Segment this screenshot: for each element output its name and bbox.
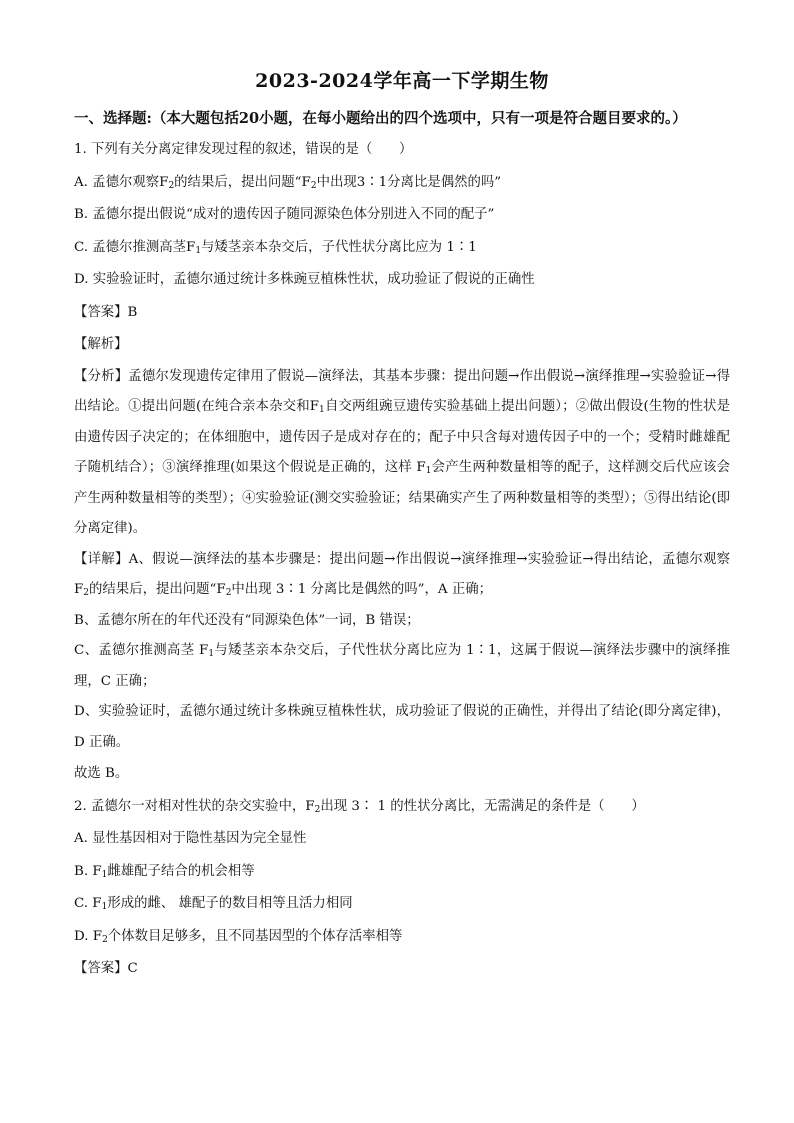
q2-d-text-1: D. F	[74, 928, 103, 944]
option-a-text-2: 的结果后，提出问题“F	[174, 174, 311, 190]
option-c-text-2: 与矮茎亲本杂交后，子代性状分离比应为 1∶1	[201, 239, 477, 255]
question-2-option-c	[74, 888, 730, 921]
question-1-option-c	[74, 232, 730, 265]
analysis-text-1: 【分析】孟德尔发现遗传定律用了假说—演绎法，其基本步骤：提出问题→作出假说→演绎推理→实验验证→得出结论。①提出问题(在纯合亲本杂交和F	[74, 368, 730, 414]
question-2-option-d	[74, 921, 730, 954]
subscript: 2	[310, 180, 317, 191]
subscript: 2	[225, 588, 232, 598]
subscript: 2	[102, 934, 108, 945]
question-2-option-a: A. 显性基因相对于隐性基因为完全显性	[74, 831, 307, 846]
analysis-paragraph	[74, 362, 730, 545]
q2-d-text-2: 个体数目足够多，且不同基因型的个体存活率相等	[107, 928, 403, 944]
question-1-option-d: D. 实验验证时，孟德尔通过统计多株豌豆植株性状，成功验证了假说的正确性	[74, 272, 535, 287]
detail-text-1: 【详解】A、假说—演绎法的基本步骤是：提出问题→作出假说→演绎推理→实验验证→得出结论，孟德尔观察 F	[74, 551, 730, 597]
option-a-text-3: 中出现3∶1分离比是偶然的吗”	[316, 174, 502, 190]
q2-b-text-1: B. F	[74, 863, 102, 879]
q2-stem-text-2: 出现 3∶ 1 的性状分离比，无需满足的条件是（ ）	[320, 798, 645, 814]
detail-c-text-2: 与矮茎亲本杂交后，子代性状分离比应为 1∶1，这属于假说—演绎法步骤中的演绎推理，C 正确；	[74, 643, 731, 689]
q2-stem-text-1: 2. 孟德尔一对相对性状的杂交实验中，F	[74, 798, 315, 814]
subscript: 2	[83, 588, 90, 598]
subscript: 1	[208, 649, 215, 659]
q2-c-text-1: C. F	[74, 896, 102, 911]
page-title: 2023-2024学年高一下学期生物	[255, 70, 549, 92]
document-page	[74, 66, 730, 986]
question-1-conclusion: 故选 B。	[74, 766, 129, 781]
question-1-answer: 【答案】B	[74, 304, 138, 320]
subscript: 1	[101, 902, 108, 912]
question-2-answer: 【答案】C	[74, 961, 138, 976]
question-2-option-b	[74, 856, 730, 889]
option-a-text-1: A. 孟德尔观察F	[74, 174, 169, 190]
subscript: 2	[314, 804, 321, 815]
subscript: 1	[425, 466, 432, 476]
question-1-option-b: B. 孟德尔提出假说“成对的遗传因子随同源染色体分别进入不同的配子”	[74, 207, 495, 222]
analysis-text-3: 会产生两种数量相等的配子，这样测交后代应该会产生两种数量相等的类型）；④实验验证(测交实验验证；结果确实产生了两种数量相等的类型）；⑤得出结论(即分离定律)。	[74, 460, 730, 536]
q2-c-text-2: 形成的雌、 雄配子的数目相等且活力相同	[107, 896, 353, 911]
analysis-label: 【解析】	[74, 337, 128, 352]
detail-paragraph-b: B、孟德尔所在的年代还没有“同源染色体”一词，B 错误；	[74, 612, 420, 628]
question-1-option-a	[74, 167, 730, 200]
subscript: 1	[101, 869, 108, 880]
question-1-stem: 1. 下列有关分离定律发现过程的叙述，错误的是（ ）	[74, 142, 413, 157]
q2-b-text-2: 雌雄配子结合的机会相等	[107, 863, 255, 879]
analysis-text-2: 自交两组豌豆遗传实验基础上提出问题）；②做出假设(生物的性状是由遗传因子决定的；在体细胞中，遗传因子是成对存在的；配子中只含每对遗传因子中的一个；受精时雌雄配子随机结合）；③演绎推理(如果这个假说是正确的，这样 F	[74, 399, 730, 475]
subscript: 1	[195, 245, 202, 256]
subscript: 1	[319, 405, 325, 415]
detail-paragraph-c	[74, 636, 730, 697]
subscript: 2	[168, 180, 175, 191]
question-2-stem	[74, 791, 730, 824]
option-c-text-1: C. 孟德尔推测高茎F	[74, 239, 196, 255]
detail-text-2: 的结果后，提出问题“F	[89, 582, 226, 597]
detail-paragraph-a	[74, 545, 730, 606]
detail-paragraph-d: D、实验验证时，孟德尔通过统计多株豌豆植株性状，成功验证了假说的正确性，并得出了结论(即分离定律)，D 正确。	[74, 704, 730, 750]
section-heading: 一、选择题:（本大题包括20小题，在每小题给出的四个选项中，只有一项是符合题目要求的。）	[74, 110, 687, 127]
detail-text-3: 中出现 3∶1 分离比是偶然的吗”，A 正确；	[231, 582, 492, 597]
detail-c-text-1: C、孟德尔推测高茎 F	[74, 643, 209, 658]
